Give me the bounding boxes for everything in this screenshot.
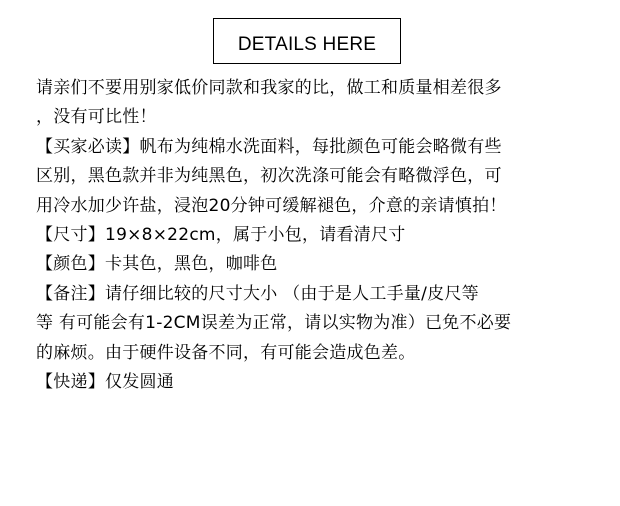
notice-line-price-warning: 请亲们不要用别家低价同款和我家的比，做工和质量相差很多 [36, 78, 502, 98]
notice-line-no-comparison: ，没有可比性！ [36, 107, 157, 128]
notice-line-washing-tip: 用冷水加少许盐，浸泡20分钟可缓解褪色，介意的亲请慎拍！ [36, 195, 507, 216]
notice-line-courier: 【快递】仅发圆通 [36, 371, 174, 392]
notice-line-buyer-must-read: 【买家必读】帆布为纯棉水洗面料，每批颜色可能会略微有些 [36, 136, 502, 157]
details-header-box [213, 18, 401, 64]
notice-line-size: 【尺寸】19×8×22cm，属于小包，请看清尺寸 [36, 224, 406, 245]
details-header-title: DETAILS HERE [237, 34, 377, 55]
product-notice-text [36, 74, 596, 397]
notice-line-display-difference: 的麻烦。由于硬件设备不同，有可能会造成色差。 [36, 342, 416, 363]
notice-line-measurement-error: 等 有可能会有1-2CM误差为正常，请以实物为准）已免不必要 [36, 313, 512, 334]
notice-line-color-difference: 区别，黑色款并非为纯黑色，初次洗涤可能会有略微浮色，可 [36, 166, 502, 187]
notice-line-remarks: 【备注】请仔细比较的尺寸大小 （由于是人工手量/皮尺等 [36, 283, 479, 304]
notice-line-colors: 【颜色】卡其色，黑色，咖啡色 [36, 254, 278, 275]
